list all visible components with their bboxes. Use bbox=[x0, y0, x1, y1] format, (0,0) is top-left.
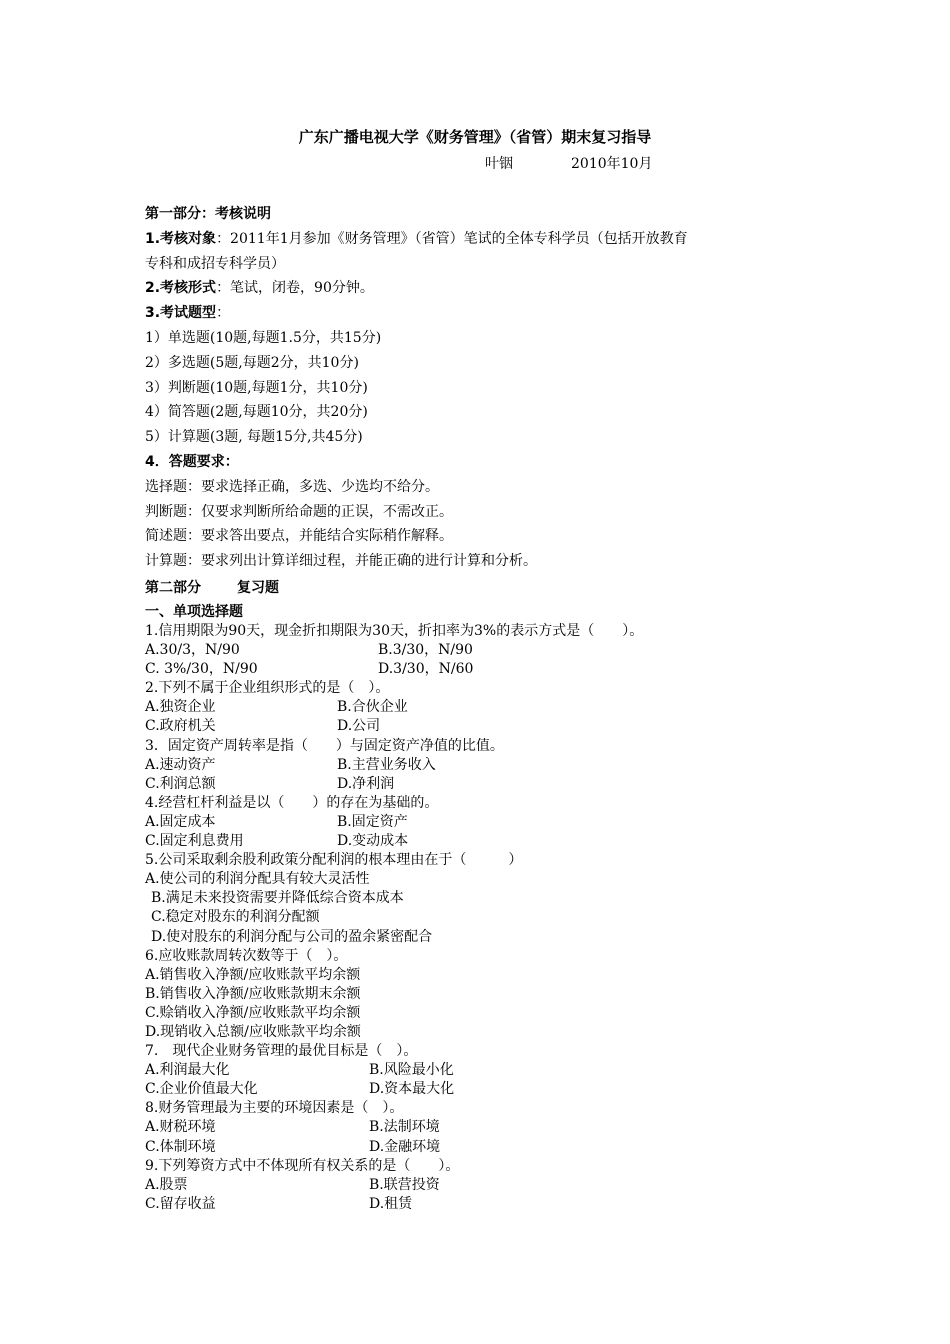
exam-target-cont: 专科和成招专科学员） bbox=[145, 255, 285, 272]
answer-req-label: 4．答题要求 bbox=[145, 453, 225, 470]
question-stem: 7. 现代企业财务管理的最优目标是（ ）。 bbox=[145, 1043, 418, 1060]
part2-heading-a: 第二部分 bbox=[145, 580, 201, 596]
option: D.3/30，N/60 bbox=[378, 661, 474, 678]
option-row bbox=[145, 717, 845, 736]
option-row bbox=[145, 660, 845, 679]
option: D.使对股东的利润分配与公司的盈余紧密配合 bbox=[151, 928, 433, 945]
option: A.财税环境 bbox=[145, 1119, 216, 1136]
option: D.租赁 bbox=[369, 1195, 413, 1212]
requirement-item: 选择题：要求选择正确，多选、少选均不给分。 bbox=[145, 478, 439, 495]
option-row bbox=[145, 832, 845, 851]
part1-section bbox=[145, 202, 845, 574]
question-stem: 3．固定资产周转率是指（ ）与固定资产净值的比值。 bbox=[145, 737, 504, 754]
answer-req bbox=[145, 450, 845, 475]
exam-target-text: ：2011年1月参加《财务管理》（省管）笔试的全体专科学员（包括开放教育 bbox=[216, 230, 688, 247]
option: B.固定资产 bbox=[337, 813, 408, 830]
option-row bbox=[145, 1118, 845, 1137]
document-date: 2010年10月 bbox=[571, 156, 653, 172]
type-item: 5）计算题(3题, 每题15分,共45分) bbox=[145, 429, 363, 446]
option: C.利润总额 bbox=[145, 775, 216, 792]
exam-types bbox=[145, 301, 845, 326]
option: D.变动成本 bbox=[337, 833, 409, 850]
option-row bbox=[145, 1138, 845, 1157]
option: B.联营投资 bbox=[369, 1176, 440, 1193]
exam-form bbox=[145, 276, 845, 301]
option-row bbox=[145, 698, 845, 717]
option: A.固定成本 bbox=[145, 813, 216, 830]
byline bbox=[485, 153, 652, 173]
option-row bbox=[145, 1195, 845, 1214]
option: B.销售收入净额/应收账款期末余额 bbox=[145, 985, 361, 1002]
part1-heading: 第一部分：考核说明 bbox=[145, 206, 271, 222]
question-stem: 8.财务管理最为主要的环境因素是（ ）。 bbox=[145, 1100, 404, 1117]
question-stem: 2.下列不属于企业组织形式的是（ ）。 bbox=[145, 680, 390, 697]
option: D.金融环境 bbox=[369, 1138, 441, 1155]
answer-req-colon: ： bbox=[224, 453, 239, 470]
option-row bbox=[145, 756, 845, 775]
exam-types-label: 3.考试题型 bbox=[145, 305, 217, 322]
option: C.赊销收入净额/应收账款平均余额 bbox=[145, 1004, 361, 1021]
option: B.3/30，N/90 bbox=[378, 642, 473, 659]
option: D.净利润 bbox=[337, 775, 395, 792]
question-stem: 5.公司采取剩余股利政策分配利润的根本理由在于（ ） bbox=[145, 852, 523, 869]
option: C.稳定对股东的利润分配额 bbox=[151, 909, 320, 926]
requirement-item: 计算题：要求列出计算详细过程，并能正确的进行计算和分析。 bbox=[145, 553, 537, 570]
exam-form-text: ：笔试，闭卷，90分钟。 bbox=[216, 280, 374, 297]
type-item: 4）简答题(2题,每题10分，共20分) bbox=[145, 404, 368, 421]
option-row bbox=[145, 775, 845, 794]
author-name: 叶铟 bbox=[485, 156, 513, 172]
option: A.销售收入净额/应收账款平均余额 bbox=[145, 966, 361, 983]
option: C. 3%/30，N/90 bbox=[145, 661, 258, 678]
option: C.企业价值最大化 bbox=[145, 1081, 258, 1098]
question-stem: 6.应收账款周转次数等于（ ）。 bbox=[145, 947, 348, 964]
option: D.现销收入总额/应收账款平均余额 bbox=[145, 1023, 361, 1040]
option-row bbox=[145, 1176, 845, 1195]
option: A.利润最大化 bbox=[145, 1062, 230, 1079]
type-item: 3）判断题(10题,每题1分，共10分) bbox=[145, 379, 368, 396]
option: A.独资企业 bbox=[145, 699, 216, 716]
type-item: 1）单选题(10题,每题1.5分，共15分) bbox=[145, 329, 382, 346]
option: A.30/3，N/90 bbox=[145, 642, 240, 659]
option: C.体制环境 bbox=[145, 1138, 216, 1155]
option: D.资本最大化 bbox=[369, 1081, 455, 1098]
option: A.股票 bbox=[145, 1176, 188, 1193]
question-list bbox=[145, 622, 845, 1214]
option-row bbox=[145, 813, 845, 832]
option: C.固定利息费用 bbox=[145, 833, 244, 850]
requirement-item: 简述题：要求答出要点，并能结合实际稍作解释。 bbox=[145, 528, 453, 545]
type-item: 2）多选题(5题,每题2分，共10分) bbox=[145, 354, 359, 371]
option: C.留存收益 bbox=[145, 1195, 216, 1212]
option: C.政府机关 bbox=[145, 718, 216, 735]
option: A.速动资产 bbox=[145, 756, 216, 773]
option: B.法制环境 bbox=[369, 1119, 440, 1136]
option-row bbox=[145, 1061, 845, 1080]
exam-form-label: 2.考核形式 bbox=[145, 280, 217, 297]
part2-heading-b: 复习题 bbox=[237, 580, 279, 596]
option: A.使公司的利润分配具有较大灵活性 bbox=[145, 871, 370, 888]
question-stem: 4.经营杠杆利益是以（ ）的存在为基础的。 bbox=[145, 794, 439, 811]
exam-target-label: 1.考核对象 bbox=[145, 230, 217, 247]
option: D.公司 bbox=[337, 718, 381, 735]
question-stem: 9.下列筹资方式中不体现所有权关系的是（ ）。 bbox=[145, 1157, 460, 1174]
option-row bbox=[145, 641, 845, 660]
document-title: 广东广播电视大学《财务管理》（省管）期末复习指导 bbox=[298, 128, 652, 146]
question-stem: 1.信用期限为90天，现金折扣期限为30天，折扣率为3%的表示方式是（ ）。 bbox=[145, 623, 644, 639]
option: B.合伙企业 bbox=[337, 699, 408, 716]
option: B.主营业务收入 bbox=[337, 756, 436, 773]
exam-target bbox=[145, 227, 845, 252]
option: B.满足未来投资需要并降低综合资本成本 bbox=[151, 890, 404, 907]
part2-heading bbox=[145, 577, 279, 597]
single-choice-heading: 一、单项选择题 bbox=[145, 604, 243, 620]
exam-types-colon: ： bbox=[216, 305, 231, 322]
requirement-item: 判断题：仅要求判断所给命题的正误，不需改正。 bbox=[145, 503, 453, 520]
option-row bbox=[145, 1080, 845, 1099]
option: B.风险最小化 bbox=[369, 1062, 454, 1079]
